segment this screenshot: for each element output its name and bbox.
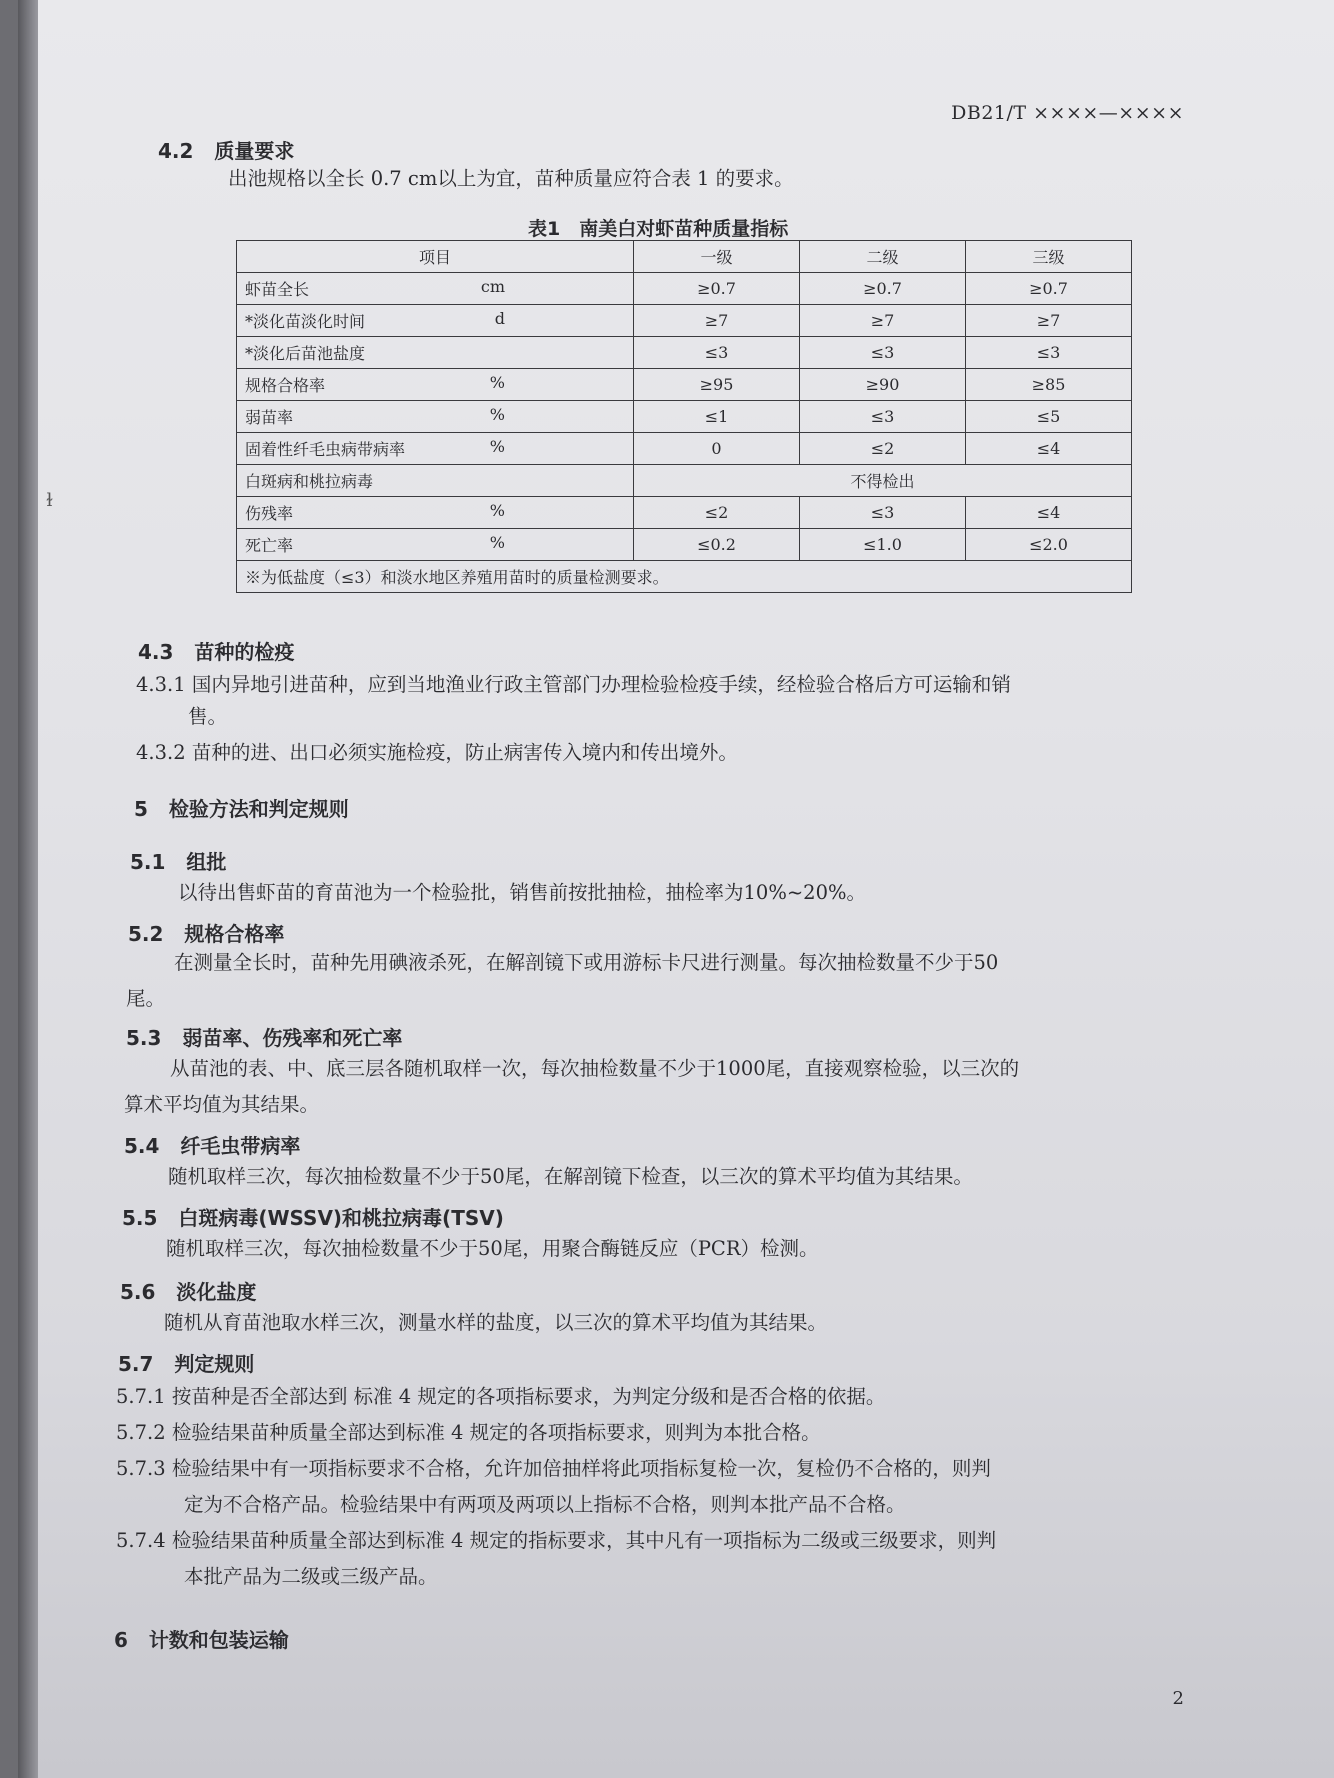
- value-grade-3: ≤4: [966, 497, 1132, 529]
- section-title: 苗种的检疫: [194, 640, 295, 664]
- row-item: [237, 305, 634, 337]
- rule-5-7-1: 5.7.1 按苗种是否全部达到 标准 4 规定的各项指标要求，为判定分级和是否合格的依据。: [116, 1385, 886, 1408]
- value-grade-2: ≤1.0: [800, 529, 966, 561]
- table-footnote-row: [237, 561, 1132, 593]
- clause-number: 4.3.1: [136, 673, 186, 696]
- rule-5-7-3-cont: 定为不合格产品。检验结果中有两项及两项以上指标不合格，则判本批产品不合格。: [184, 1493, 906, 1516]
- header-grade-2: 二级: [800, 241, 966, 273]
- value-grade-1: 0: [634, 433, 800, 465]
- section-5-5-body: 随机取样三次，每次抽检数量不少于50尾，用聚合酶链反应（PCR）检测。: [166, 1237, 819, 1260]
- unit-label: %: [489, 405, 505, 424]
- unit-label: d: [494, 309, 505, 328]
- value-grade-3: ≤3: [966, 337, 1132, 369]
- section-title: 规格合格率: [184, 922, 285, 946]
- table-row: [237, 401, 1132, 433]
- item-label: 弱苗率: [245, 408, 294, 427]
- table-row: [237, 273, 1132, 305]
- header-item: 项目: [237, 241, 634, 273]
- value-grade-1: ≤1: [634, 401, 800, 433]
- table-row: [237, 337, 1132, 369]
- value-grade-3: ≥0.7: [966, 273, 1132, 305]
- section-5-4-body: 随机取样三次，每次抽检数量不少于50尾，在解剖镜下检查，以三次的算术平均值为其结果。: [168, 1165, 973, 1188]
- section-number: 4.3: [138, 640, 174, 664]
- section-title: 计数和包装运输: [148, 1628, 289, 1652]
- margin-mark: ɫ: [46, 490, 53, 511]
- section-5-5-heading: [122, 1202, 504, 1231]
- rule-5-7-4-cont: 本批产品为二级或三级产品。: [184, 1565, 438, 1588]
- section-number: 5.6: [120, 1280, 156, 1304]
- unit-label: %: [489, 437, 505, 456]
- section-number: 4.2: [158, 139, 194, 163]
- section-5-3-cont: 算术平均值为其结果。: [124, 1093, 320, 1116]
- virus-value: 不得检出: [634, 465, 1132, 497]
- document-page: [18, 0, 1334, 1778]
- row-item: [237, 529, 634, 561]
- unit-label: %: [489, 533, 505, 552]
- value-grade-2: ≥90: [800, 369, 966, 401]
- table-caption: 表1 南美白对虾苗种质量指标: [528, 218, 789, 240]
- section-5-heading: [134, 793, 349, 822]
- unit-label: cm: [480, 277, 505, 296]
- section-title: 弱苗率、伤残率和死亡率: [182, 1026, 403, 1050]
- row-item: [237, 433, 634, 465]
- rule-5-7-4: 5.7.4 检验结果苗种质量全部达到标准 4 规定的指标要求，其中凡有一项指标为二级或三级要求，则判: [116, 1529, 997, 1552]
- section-4-2-body: 出池规格以全长 0.7 cm以上为宜，苗种质量应符合表 1 的要求。: [228, 167, 794, 190]
- rule-5-7-2: 5.7.2 检验结果苗种质量全部达到标准 4 规定的各项指标要求，则判为本批合格。: [116, 1421, 821, 1444]
- section-number: 5: [134, 797, 148, 821]
- item-label: 规格合格率: [245, 376, 326, 395]
- section-5-2-cont: 尾。: [126, 987, 166, 1010]
- value-grade-2: ≤3: [800, 497, 966, 529]
- value-grade-3: ≥85: [966, 369, 1132, 401]
- table-row: [237, 433, 1132, 465]
- item-label: 伤残率: [245, 504, 294, 523]
- clause-text: 苗种的进、出口必须实施检疫，防止病害传入境内和传出境外。: [191, 741, 738, 764]
- value-grade-1: ≥7: [634, 305, 800, 337]
- row-item: [237, 401, 634, 433]
- table-row: [237, 497, 1132, 529]
- header-grade-1: 一级: [634, 241, 800, 273]
- standard-code: DB21/T ××××—××××: [951, 102, 1184, 124]
- clause-number: 4.3.2: [136, 741, 186, 764]
- unit-label: %: [489, 373, 505, 392]
- section-number: 6: [114, 1628, 128, 1652]
- section-5-1-body: 以待出售虾苗的育苗池为一个检验批，销售前按批抽检，抽检率为10%~20%。: [178, 881, 867, 904]
- page-number: 2: [1172, 1688, 1184, 1709]
- section-title: 检验方法和判定规则: [168, 797, 349, 821]
- section-5-3-heading: [126, 1022, 402, 1051]
- section-title: 纤毛虫带病率: [180, 1134, 301, 1158]
- value-grade-3: ≥7: [966, 305, 1132, 337]
- value-grade-2: ≥0.7: [800, 273, 966, 305]
- section-5-6-body: 随机从育苗池取水样三次，测量水样的盐度，以三次的算术平均值为其结果。: [164, 1311, 828, 1334]
- value-grade-2: ≤2: [800, 433, 966, 465]
- value-grade-1: ≤2: [634, 497, 800, 529]
- section-5-4-heading: [124, 1130, 300, 1159]
- section-title: 质量要求: [214, 139, 295, 163]
- value-grade-1: ≤0.2: [634, 529, 800, 561]
- clause-4-3-2: [136, 736, 738, 770]
- table-row: [237, 369, 1132, 401]
- value-grade-2: ≤3: [800, 401, 966, 433]
- section-number: 5.4: [124, 1134, 160, 1158]
- section-5-6-heading: [120, 1276, 256, 1305]
- section-number: 5.5: [122, 1206, 158, 1230]
- item-label: 固着性纤毛虫病带病率: [245, 440, 406, 459]
- section-6-heading: [114, 1624, 289, 1653]
- section-5-2-heading: [128, 918, 284, 947]
- table-header-row: [237, 241, 1132, 273]
- clause-4-3-1-cont: 售。: [188, 705, 228, 728]
- clause-4-3-1: [136, 668, 1011, 702]
- page-edge-shadow: [18, 0, 38, 1778]
- row-item: [237, 497, 634, 529]
- value-grade-2: ≥7: [800, 305, 966, 337]
- section-4-2-heading: [158, 135, 294, 164]
- row-item: [237, 273, 634, 305]
- section-number: 5.3: [126, 1026, 162, 1050]
- table-row-virus: [237, 465, 1132, 497]
- section-5-1-heading: [130, 846, 226, 875]
- row-item: [237, 337, 634, 369]
- value-grade-2: ≤3: [800, 337, 966, 369]
- table-row: [237, 305, 1132, 337]
- value-grade-1: ≥95: [634, 369, 800, 401]
- header-grade-3: 三级: [966, 241, 1132, 273]
- section-5-3-body: 从苗池的表、中、底三层各随机取样一次，每次抽检数量不少于1000尾，直接观察检验，以三次的: [170, 1057, 1020, 1080]
- value-grade-1: ≥0.7: [634, 273, 800, 305]
- item-label: *淡化后苗池盐度: [245, 344, 366, 363]
- row-item: [237, 369, 634, 401]
- section-title: 判定规则: [174, 1352, 255, 1376]
- section-number: 5.2: [128, 922, 164, 946]
- value-grade-3: ≤2.0: [966, 529, 1132, 561]
- rule-5-7-3: 5.7.3 检验结果中有一项指标要求不合格，允许加倍抽样将此项指标复检一次，复检仍不合格的，则判: [116, 1457, 991, 1480]
- section-number: 5.1: [130, 850, 166, 874]
- value-grade-1: ≤3: [634, 337, 800, 369]
- section-title: 组批: [186, 850, 227, 874]
- section-4-3-heading: [138, 636, 294, 665]
- quality-table: [236, 240, 1132, 593]
- section-5-7-heading: [118, 1348, 254, 1377]
- row-item: 白斑病和桃拉病毒: [237, 465, 634, 497]
- value-grade-3: ≤4: [966, 433, 1132, 465]
- table-footnote: ※为低盐度（≤3）和淡水地区养殖用苗时的质量检测要求。: [237, 561, 1132, 593]
- table-row: [237, 529, 1132, 561]
- section-title: 淡化盐度: [176, 1280, 257, 1304]
- unit-label: %: [489, 501, 505, 520]
- value-grade-3: ≤5: [966, 401, 1132, 433]
- item-label: 死亡率: [245, 536, 294, 555]
- section-number: 5.7: [118, 1352, 154, 1376]
- clause-text: 国内异地引进苗种，应到当地渔业行政主管部门办理检验检疫手续，经检验合格后方可运输和销: [191, 673, 1011, 696]
- section-title: 白斑病毒(WSSV)和桃拉病毒(TSV): [178, 1206, 504, 1230]
- item-label: 虾苗全长: [245, 280, 310, 299]
- section-5-2-body: 在测量全长时，苗种先用碘液杀死，在解剖镜下或用游标卡尺进行测量。每次抽检数量不少于50: [174, 951, 999, 974]
- item-label: *淡化苗淡化时间: [245, 312, 366, 331]
